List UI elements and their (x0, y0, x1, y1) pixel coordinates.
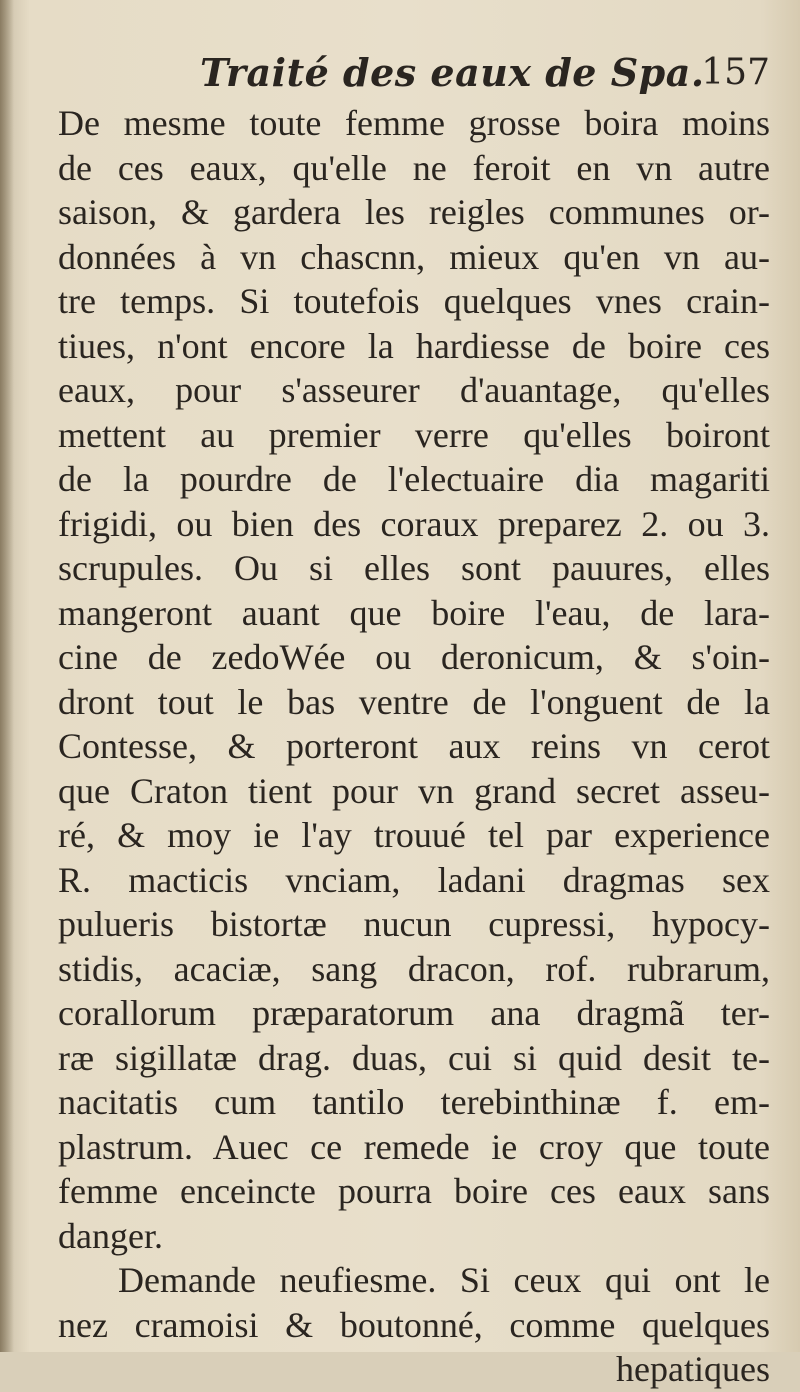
running-title: Traité des eaux de Spa. (200, 50, 705, 95)
text-line: de ces eaux, qu'elle ne feroit en vn autre (58, 147, 770, 188)
text-line: pulueris bistortæ nucun cupressi, hypocy- (58, 904, 770, 944)
text-line: corallorum præparatorum ana dragmã ter- (58, 993, 770, 1033)
text-line: scrupules. Ou si elles sont pauures, elles (58, 548, 770, 588)
page-header (200, 48, 770, 98)
text-line: nez cramoisi & boutonné, comme quelques (58, 1304, 770, 1345)
text-line: de la pourdre de l'electuaire dia magariti (58, 459, 770, 499)
text-line: Contesse, & porteront aux reins vn cerot (58, 726, 770, 766)
text-line: saison, & gardera les reigles communes or- (58, 192, 770, 232)
text-line: cine de zedoWée ou deronicum, & s'oin- (58, 637, 770, 677)
text-line: plastrum. Auec ce remede ie croy que toute (58, 1126, 770, 1167)
catchword: hepatiques (616, 1349, 770, 1389)
text-line: dront tout le bas ventre de l'onguent de la (58, 681, 770, 722)
text-line: danger. (58, 1215, 163, 1256)
text-line: stidis, acaciæ, sang dracon, rof. rubrarum, (58, 948, 770, 989)
text-line: ræ sigillatæ drag. duas, cui si quid desit te- (58, 1037, 770, 1078)
text-line: tre temps. Si toutefois quelques vnes crain- (58, 281, 770, 321)
text-line: frigidi, ou bien des coraux preparez 2. ou 3. (58, 503, 770, 544)
body-text (58, 101, 770, 1392)
text-line: que Craton tient pour vn grand secret asseu- (58, 770, 770, 811)
page-number: 157 (701, 52, 770, 93)
text-line: mettent au premier verre qu'elles boiront (58, 414, 770, 455)
text-line: R. macticis vnciam, ladani dragmas sex (58, 859, 770, 900)
text-line: ré, & moy ie l'ay trouué tel par experience (58, 815, 770, 855)
text-line: mangeront auant que boire l'eau, de lara- (58, 592, 770, 633)
text-line: nacitatis cum tantilo terebinthinæ f. em- (58, 1082, 770, 1122)
text-line: Demande neufiesme. Si ceux qui ont le (118, 1260, 770, 1300)
text-line: eaux, pour s'asseurer d'auantage, qu'elles (58, 370, 770, 410)
gutter-shadow (0, 0, 14, 1352)
text-line: données à vn chascnn, mieux qu'en vn au- (58, 236, 770, 277)
text-line: femme enceincte pourra boire ces eaux sans (58, 1171, 770, 1211)
text-line: tiues, n'ont encore la hardiesse de boire ces (58, 325, 770, 366)
text-line: De mesme toute femme grosse boira moins (58, 103, 770, 143)
